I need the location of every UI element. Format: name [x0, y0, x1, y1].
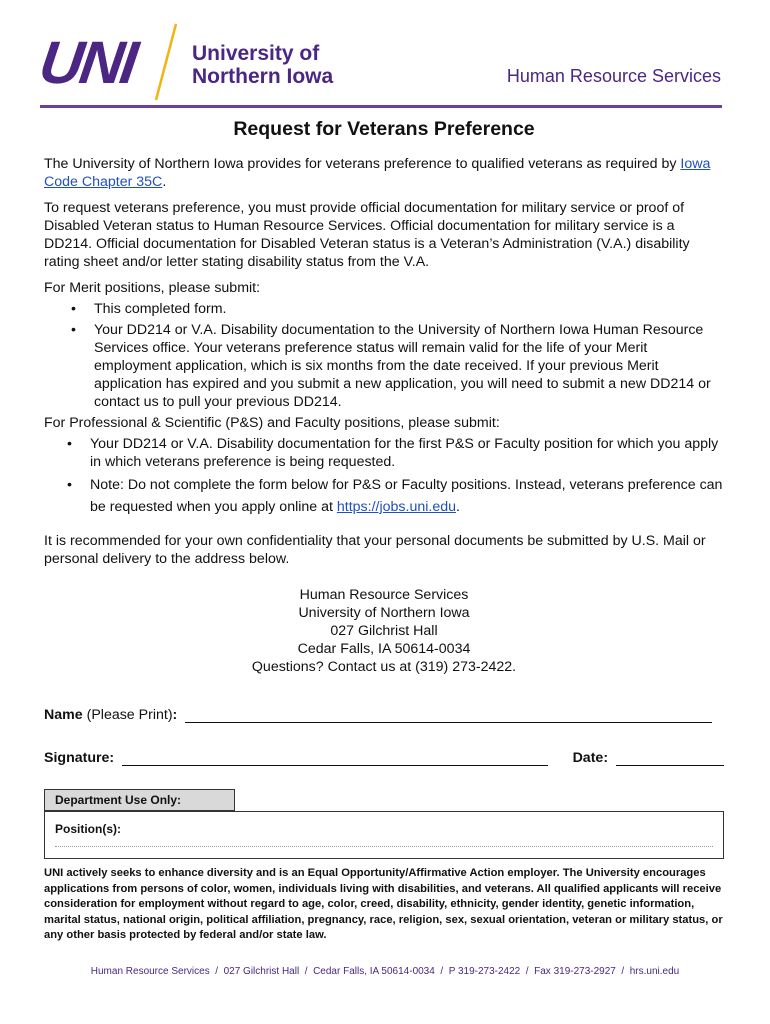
ps-heading: For Professional & Scientific (P&S) and Faculty positions, please submit:	[44, 415, 500, 431]
positions-input-line[interactable]	[55, 846, 713, 847]
date-field: Date:	[573, 750, 724, 766]
documentation-paragraph: To request veterans preference, you must provide official documentation for military service or proof of Disabled Veteran status to Human Resource Services. Official documentation for military service is a DD214. Official documentation for Disabled Veteran status is a Veteran’s Administration (V.A.) disability rating sheet and/or letter stating disability status from the V.A.	[44, 200, 690, 270]
merit-heading: For Merit positions, please submit:	[44, 280, 261, 296]
iowa-code-link[interactable]: Iowa Code Chapter 35C	[44, 156, 711, 190]
department-title: Human Resource Services	[506, 66, 721, 86]
signature-field-row: Signature: Date:	[44, 750, 724, 766]
recommend-paragraph: It is recommended for your own confidentiality that your personal documents be submitted by U.S. Mail or personal delivery to the address below.	[44, 533, 706, 567]
ps-list	[44, 435, 724, 518]
list-item: • Your DD214 or V.A. Disability documentation to the University of Northern Iowa Human Resource Services office. Your veterans preference status will remain valid for the life of your Merit employment application, which is six months from the date received. If your previous Merit application has expired and you submit a new application, you will need to submit a new DD214 or contact us to pull your previous DD214.	[71, 322, 711, 410]
merit-list	[44, 300, 724, 411]
document-body	[44, 117, 724, 690]
page-title: Request for Veterans Preference	[233, 118, 535, 140]
jobs-link[interactable]: https://jobs.uni.edu	[336, 499, 456, 515]
signature-input-line[interactable]	[122, 751, 548, 766]
intro-paragraph: The University of Northern Iowa provides for veterans preference to qualified veterans as required by Iowa Code Chapter 35C.	[44, 156, 711, 190]
name-field-row: Name (Please Print):	[44, 707, 724, 723]
department-use-label: Department Use Only:	[44, 789, 235, 811]
university-wordmark: University of Northern Iowa	[192, 42, 334, 88]
list-item: • Your DD214 or V.A. Disability documentation for the first P&S or Faculty position for which you apply in which veterans preference is being requested.	[67, 436, 719, 470]
page-footer: Human Resource Services / 027 Gilchrist Hall / Cedar Falls, IA 50614-0034 / P 319-273-2422 / Fax 319-273-2927 / hrs.uni.edu	[90, 966, 680, 977]
mailing-address: Human Resource Services University of Northern Iowa 027 Gilchrist Hall Cedar Falls, IA 50614-0034 Questions? Contact us at (319) 273-2422.	[44, 586, 724, 676]
date-input-line[interactable]	[616, 751, 724, 766]
list-item: • This completed form.	[71, 301, 227, 317]
page-header	[0, 0, 770, 110]
list-item: • Note: Do not complete the form below for P&S or Faculty positions. Instead, veterans preference can be requested when you apply online at https://jobs.uni.edu.	[67, 477, 723, 515]
logo-slash-icon	[150, 22, 180, 102]
uni-logo: UNI	[35, 29, 140, 96]
name-input-line[interactable]	[185, 708, 712, 723]
header-divider	[40, 105, 722, 108]
contact-line: Questions? Contact us at (319) 273-2422.	[251, 659, 517, 675]
positions-box: Position(s):	[44, 811, 724, 859]
eeo-statement: UNI actively seeks to enhance diversity and is an Equal Opportunity/Affirmative Action employer. The University encourages applications from persons of color, women, individuals living with disabilities, and veterans. All qualified applicants will receive consideration for employment without regard to age, color, creed, disability, ethnicity, gender identity, genetic information, marital status, national origin, political affiliation, pregnancy, race, religion, sex, sexual orientation, veteran or military status, or any other basis protected by federal and/or state law.	[44, 867, 723, 941]
